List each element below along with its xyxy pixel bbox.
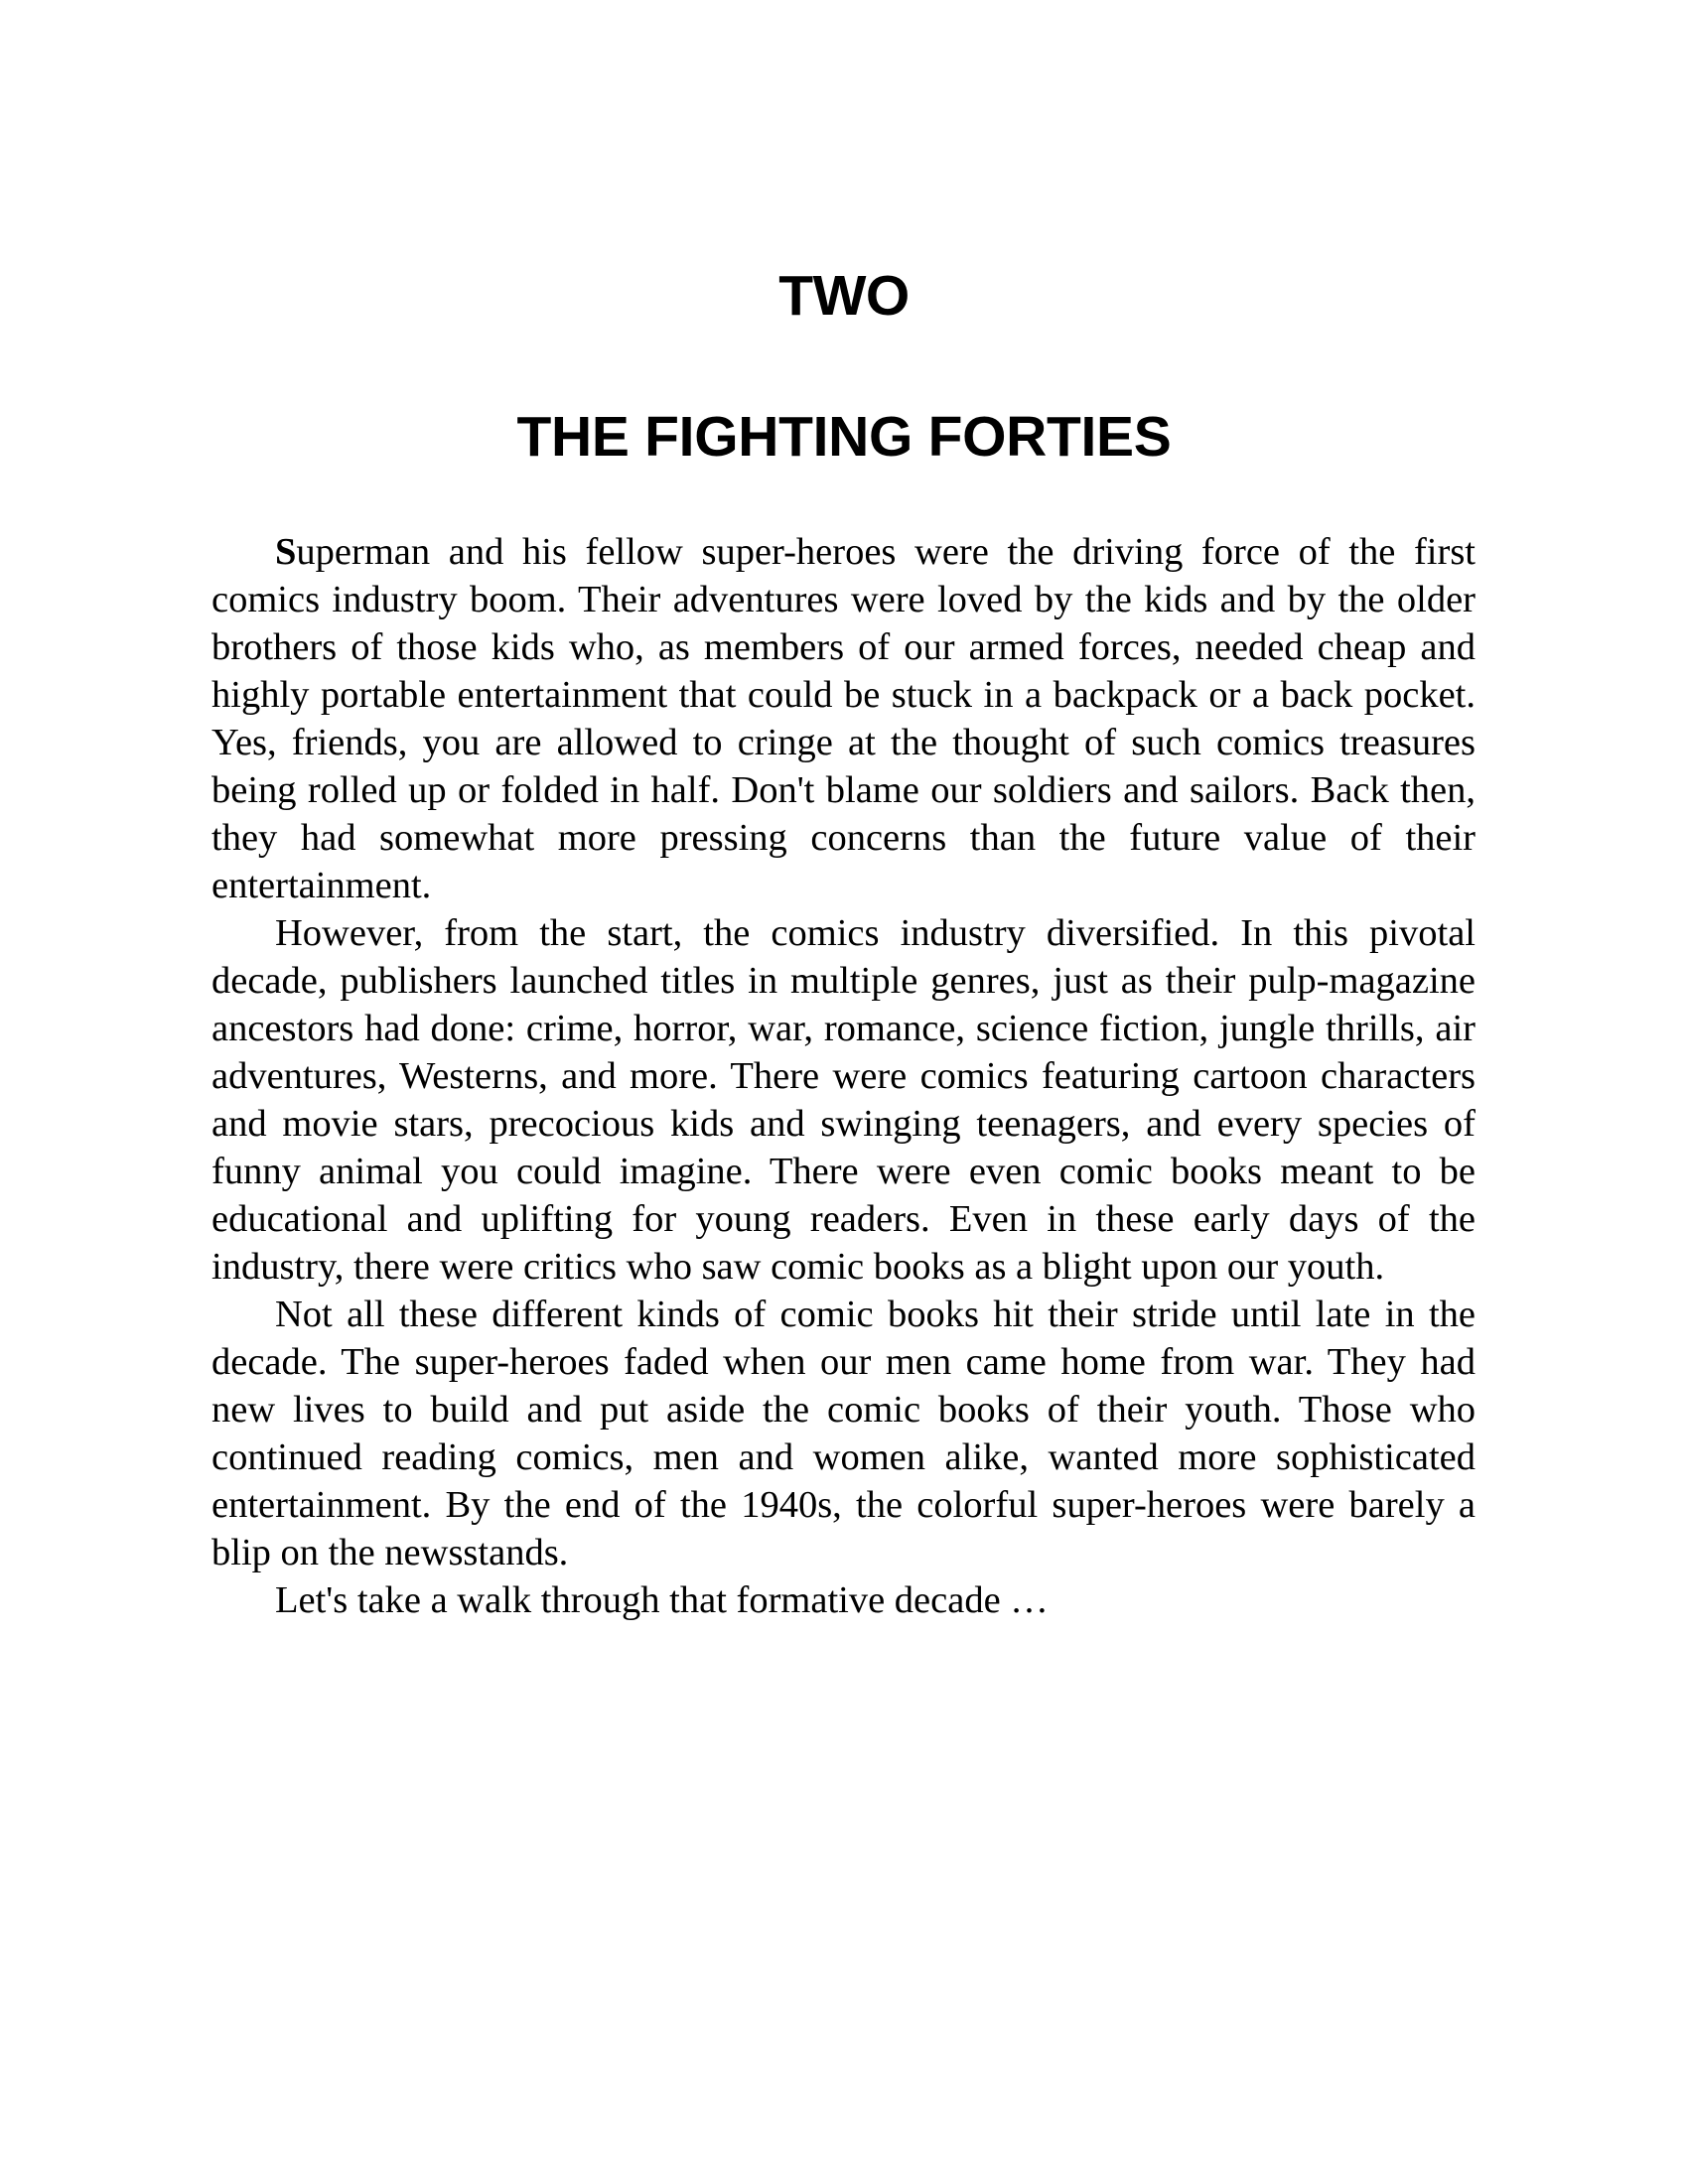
paragraph-2: However, from the start, the comics industry diversified. In this pivotal decade, publishers launched titles in multiple genres, just as their pulp-magazine ancestors had done: crime, horror, war, romance, science fiction, jungle thrills, air adventures, Westerns, and more. There were comics featuring cartoon characters and movie stars, precocious kids and swinging teenagers, and every species of funny animal you could imagine. There were even comic books meant to be educational and uplifting for young readers. Even in these early days of the industry, there were critics who saw comic books as a blight upon our youth.	[211, 912, 1476, 1288]
paragraph-4: Let's take a walk through that formative decade …	[275, 1579, 1049, 1621]
paragraph-initial-letter: S	[275, 531, 297, 573]
chapter-body	[211, 528, 1476, 1624]
chapter-number: TWO	[778, 264, 910, 328]
paragraph-1-text: uperman and his fellow super-heroes were the driving force of the first comics industry boom. Their adventures were loved by the kids and by the older brothers of those kids who, as members of our armed forces, needed cheap and highly portable entertainment that could be stuck in a backpack or a back pocket. Yes, friends, you are allowed to cringe at the thought of such comics treasures being rolled up or folded in half. Don't blame our soldiers and sailors. Back then, they had somewhat more pressing concerns than the future value of their entertainment.	[211, 531, 1476, 906]
chapter-title: THE FIGHTING FORTIES	[516, 405, 1172, 469]
paragraph-3: Not all these different kinds of comic books hit their stride until late in the decade. The super-heroes faded when our men came home from war. They had new lives to build and put aside the comic books of their youth. Those who continued reading comics, men and women alike, wanted more sophisticated entertainment. By the end of the 1940s, the colorful super-heroes were barely a blip on the newsstands.	[211, 1294, 1476, 1573]
paragraph-1	[211, 528, 1476, 909]
